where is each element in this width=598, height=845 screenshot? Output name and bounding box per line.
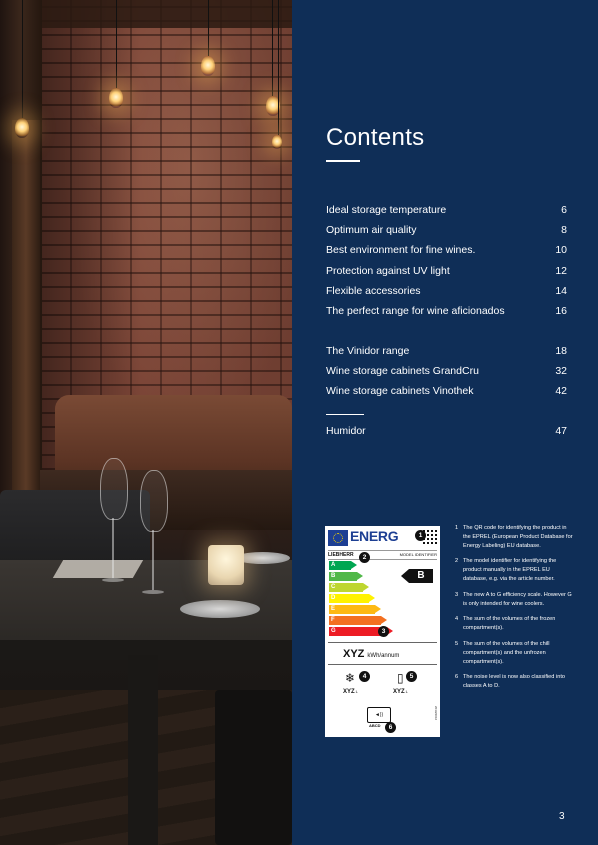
energy-class-bar: E	[329, 605, 375, 614]
energy-class-bar: D	[329, 594, 369, 603]
plate	[180, 600, 260, 618]
candle	[208, 545, 244, 585]
note-item: 3 The new A to G efficiency scale. However G is only intended for wine coolers.	[455, 591, 572, 607]
energy-class-bar: F	[329, 616, 381, 625]
note-item: 5 The sum of the volumes of the chill compartment(s) and the unfrozen compartment(s).	[455, 640, 550, 665]
energy-rating-arrow: B	[409, 569, 433, 583]
label-marker: 2	[359, 552, 370, 563]
wooden-post	[12, 120, 40, 500]
toc-separator	[326, 414, 364, 415]
toc-entry[interactable]: Ideal storage temperature 6	[326, 204, 567, 216]
label-marker: 3	[378, 626, 389, 637]
toc-entry[interactable]: Wine storage cabinets GrandCru 32	[326, 365, 567, 378]
bottle-icon: ▯	[397, 671, 404, 685]
energy-class-bar: C	[329, 583, 363, 592]
toc-entry[interactable]: Best environment for fine wines. 10	[326, 244, 567, 257]
toc-entry[interactable]: Flexible accessories 14	[326, 284, 567, 297]
noise-classes: ABCD	[369, 723, 381, 728]
light-bulb-icon	[272, 135, 282, 149]
note-item: 2 The model identifier for identifying the product manually in the EPREL EU database, e.g. via the article number.	[455, 558, 557, 582]
note-item: 1 The QR code for identifying the product in the EPREL (European Product Database for Energy Labeling) EU database.	[455, 525, 573, 549]
label-marker: 5	[406, 671, 417, 682]
energy-class-bar: A	[329, 561, 351, 570]
note-item: 6 The noise level is now also classified into classes A to D.	[455, 674, 565, 690]
napkin	[53, 560, 143, 578]
brand-name: LIEBHERR	[328, 552, 354, 558]
toc-entry[interactable]: The perfect range for wine aficionados 16	[326, 304, 567, 317]
label-marker: 6	[385, 722, 396, 733]
toc-group-3	[326, 421, 567, 441]
light-bulb-icon	[15, 118, 29, 138]
energy-class-bar: G	[329, 627, 387, 636]
restaurant-photo	[0, 0, 292, 845]
toc-entry[interactable]: Optimum air quality 8	[326, 224, 567, 237]
energy-label-heading: ENERG	[350, 528, 399, 544]
light-bulb-icon	[109, 88, 123, 108]
chill-volume: XYZL	[393, 689, 408, 695]
wine-glass	[140, 470, 166, 600]
eu-flag-icon	[328, 530, 348, 546]
label-marker: 4	[359, 671, 370, 682]
page-title: Contents	[326, 124, 425, 151]
title-underline	[326, 160, 360, 162]
toc-entry[interactable]: Wine storage cabinets Vinothek 42	[326, 385, 567, 398]
light-bulb-icon	[201, 56, 215, 76]
energy-label: ENERG LIEBHERR MODEL IDENTIFIER A B C D E F G B XYZ kWh/annum ❄ XYZL ▯ XYZL ◄)) ABCD 2019/2016 1 2 3 4 5 6	[325, 526, 440, 737]
toc-group-1	[326, 200, 567, 321]
contents-panel	[292, 0, 598, 845]
chair	[215, 690, 292, 845]
toc-entry[interactable]: Humidor 47	[326, 425, 567, 437]
note-item: 4 The sum of the volumes of the frozen compartment(s).	[455, 616, 556, 632]
model-identifier: MODEL IDENTIFIER	[399, 552, 437, 557]
speaker-icon: ◄))	[367, 707, 391, 723]
toc-entry[interactable]: The Vinidor range 18	[326, 345, 567, 357]
label-marker: 1	[415, 530, 426, 541]
energy-class-bar: B	[329, 572, 357, 581]
ceiling-beam	[40, 0, 292, 28]
label-notes	[455, 524, 575, 698]
toc-group-2	[326, 341, 567, 402]
wine-glass	[100, 458, 126, 588]
snowflake-icon: ❄	[345, 671, 356, 685]
page-number: 3	[559, 811, 565, 822]
toc-entry[interactable]: Protection against UV light 12	[326, 264, 567, 277]
frozen-volume: XYZL	[343, 689, 358, 695]
energy-consumption: XYZ kWh/annum	[343, 648, 400, 660]
